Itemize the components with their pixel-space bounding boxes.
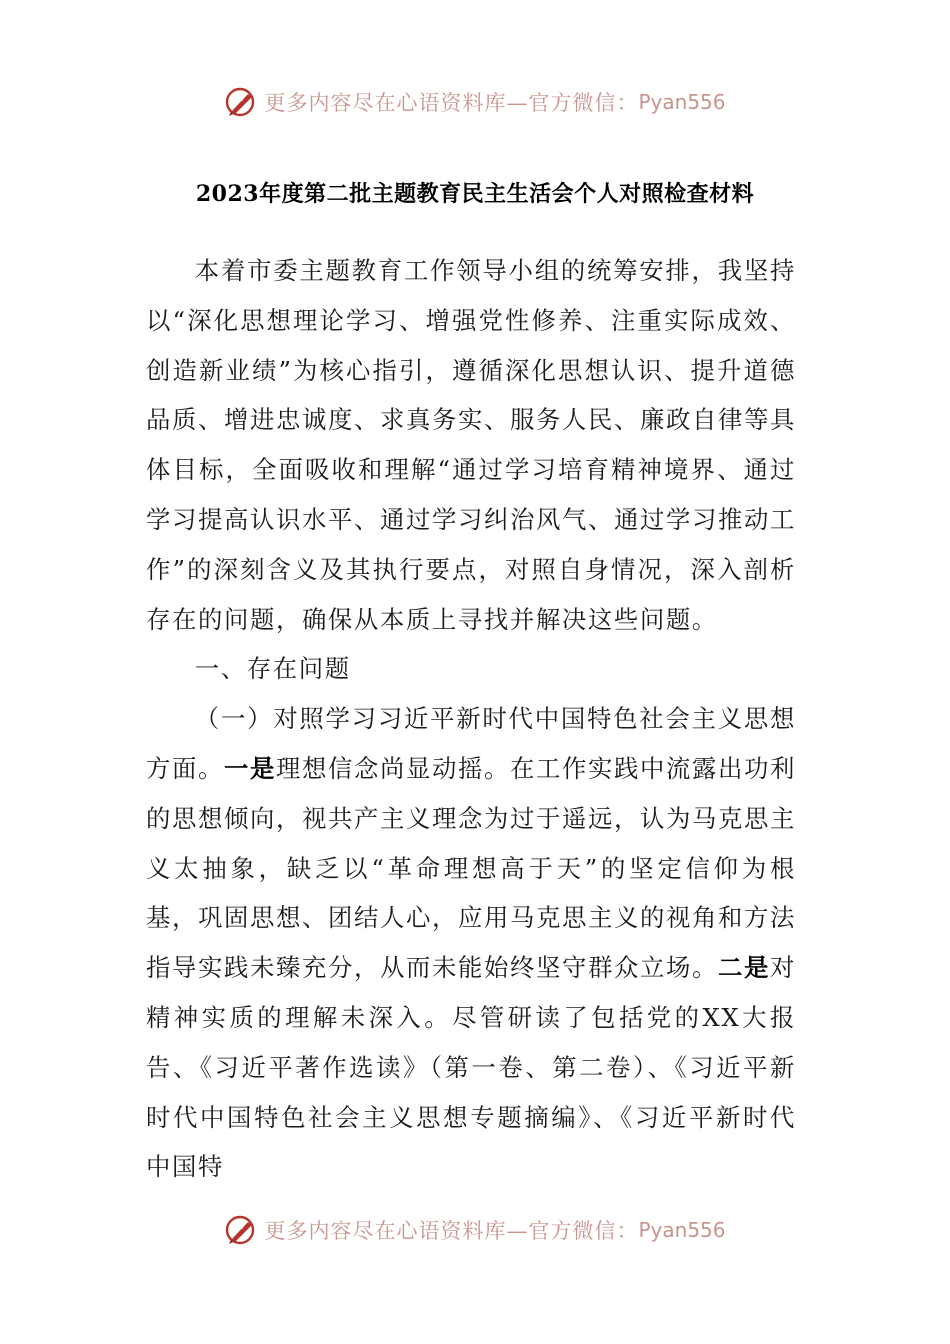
point-label-2: 二是 (718, 953, 770, 983)
watermark-banner-top (0, 82, 950, 122)
watermark-wechat-id: Pyan556 (638, 1218, 726, 1242)
watermark-wechat-id: Pyan556 (638, 90, 726, 114)
watermark-banner-bottom (0, 1210, 950, 1250)
section-heading: 一、存在问题 (194, 654, 351, 684)
watermark-slogan: 更多内容尽在心语资料库—官方微信： (264, 1219, 639, 1243)
subsection-lead: （一）对照学习习近平新时代中国特色社会主义思想方面。 (146, 704, 796, 783)
watermark-slogan: 更多内容尽在心语资料库—官方微信： (264, 91, 639, 115)
pen-logo-icon (224, 85, 258, 119)
point-text-2: 对精神实质的理解未深入。尽管研读了包括党的XX大报告、《习近平著作选读》（第一卷、第二卷）、《习近平新时代中国特色社会主义思想专题摘编》、《习近平新时代中国特 (146, 953, 796, 1182)
document-title: 2023年度第二批主题教育民主生活会个人对照检查材料 (195, 181, 755, 207)
document-body (146, 246, 796, 1192)
pen-logo-icon (224, 1213, 258, 1247)
subsection-paragraph (146, 694, 796, 1192)
intro-paragraph: 本着市委主题教育工作领导小组的统筹安排，我坚持以“深化思想理论学习、增强党性修养、注重实际成效、创造新业绩”为核心指引，遵循深化思想认识、提升道德品质、增进忠诚度、求真务实、服务人民、廉政自律等具体目标，全面吸收和理解“通过学习培育精神境界、通过学习提高认识水平、通过学习纠治风气、通过学习推动工作”的深刻含义及其执行要点，对照自身情况，深入剖析存在的问题，确保从本质上寻找并解决这些问题。 (146, 256, 796, 634)
point-text-1: 理想信念尚显动摇。在工作实践中流露出功利的思想倾向，视共产主义理念为过于遥远，认为马克思主义太抽象，缺乏以“革命理想高于天”的坚定信仰为根基，巩固思想、团结人心，应用马克思主义的视角和方法指导实践未臻充分，从而未能始终坚守群众立场。 (146, 753, 796, 983)
point-label-1: 一是 (224, 753, 276, 783)
